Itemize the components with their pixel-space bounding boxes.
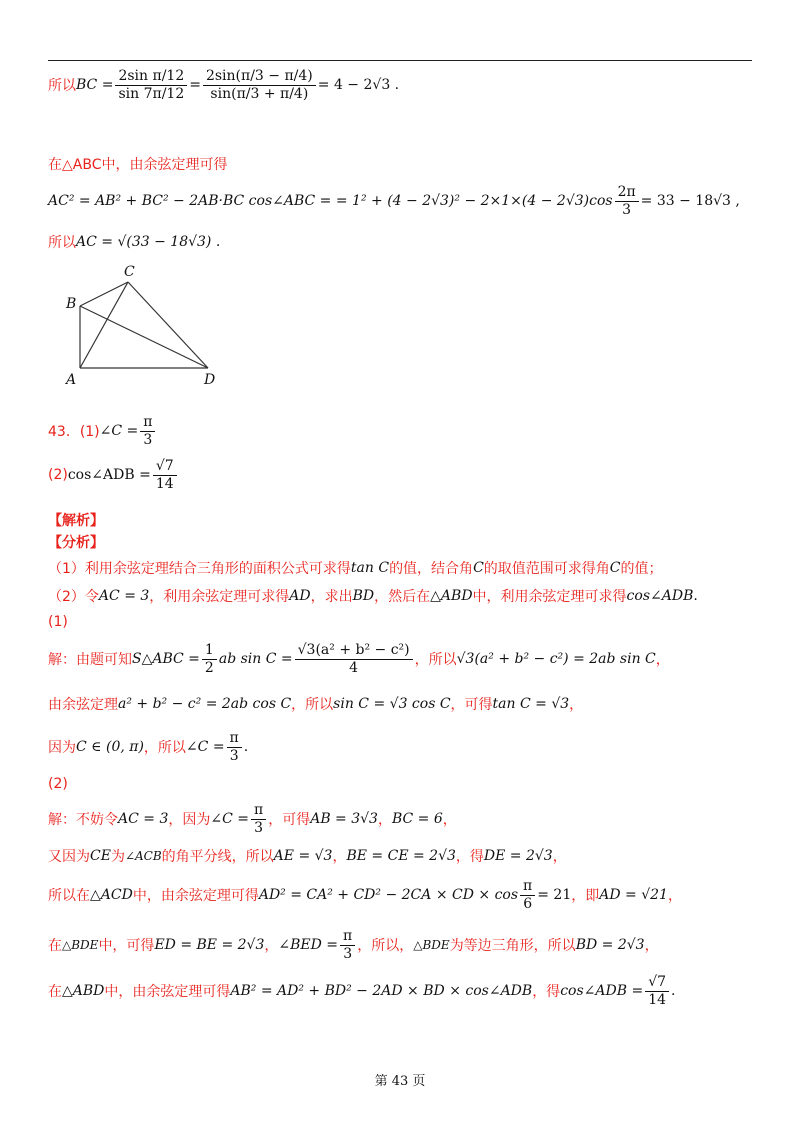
solution-line6: 所以在 △ACD 中，由余弦定理可得 AD² = CA² + CD² − 2CA × CD × cos $\frac{\pi}{6}$ = 21 ，即 AD = √21 ，: [48, 878, 682, 912]
solution-line1: 解：由题可知 S△ABC = $\frac{1}{2}$ ab sin C = $\frac{\text{√3(a² + b² − c²)}}{4}$ ，所以 √3(a² + b² − c²) = 2ab sin C ，: [48, 642, 670, 676]
bc-result: = 4 − 2√3 .: [317, 77, 400, 94]
heading-jiexi: 【解析】: [48, 513, 104, 529]
solution-line2: 由余弦定理 a² + b² − c² = 2ab cos C ，所以 sin C = √3 cos C ，可得 tan C = √3 ，: [48, 696, 584, 713]
cosine-law-intro: 在△ABC中，由余弦定理可得: [48, 157, 228, 173]
solution-line8: 在 △ABD 中，由余弦定理可得 AB² = AD² + BD² − 2AD × BD × cos∠ADB ，得 cos∠ADB = $\frac{√7}{14}$ .: [48, 974, 676, 1008]
text-prefix: 所以: [48, 78, 76, 95]
analysis-line1: （1）利用余弦定理结合三角形的面积公式可求得 tan C 的值，结合角 C 的取值范围可求得角 C 的值；: [48, 560, 663, 577]
page-number: 第 43 页: [374, 1074, 426, 1089]
fraction-2: $\frac{2\sin(\pi/3 - \pi/4)}{\sin(\pi/3 + \pi/4)}$: [203, 68, 316, 103]
solution-line5: 又因为 CE 为 ∠ACB 的角平分线，所以 AE = √3 ， BE = CE = 2√3 ，得 DE = 2√3 ，: [48, 848, 567, 865]
solution-line4: 解：不妨令 AC = 3 ，因为 ∠C = $\frac{\pi}{3}$ ，可得 AB = 3√3 ， BC = 6 ，: [48, 802, 457, 836]
ac-result: 所以 AC = √(33 − 18√3) .: [48, 234, 221, 251]
bc-derivation: 所以 BC = $\frac{\text{2sin π/12}}{\sin 7\pi/12}$ = $\frac{2\sin(\pi/3 - \pi/4)}{\sin(\pi/3 + \pi/4)}$ = 4 − 2√3 .: [48, 68, 400, 102]
answer-part2: (2) cos∠ADB = $\frac{√7}{14}$: [48, 458, 179, 493]
answer-part1: 43．(1) ∠C = $\frac{\pi}{3}$: [48, 414, 157, 449]
heading-fenxi: 【分析】: [48, 535, 104, 551]
fraction-1: $\frac{\text{2sin π/12}}{\sin 7\pi/12}$: [115, 68, 187, 103]
label-d: D: [204, 372, 216, 388]
top-rule: [48, 60, 752, 61]
ac-squared-formula: AC² = AB² + BC² − 2AB·BC cos∠ABC = = 1² + (4 − 2√3)² − 2×1×(4 − 2√3)cos $\frac{2\pi}{3}$ = 33 − 18√3 ,: [48, 184, 740, 218]
quadrilateral-figure: [60, 262, 230, 390]
bc-lhs: BC =: [76, 77, 114, 94]
segment-ac: [80, 282, 128, 368]
solution-line7: 在 △BDE 中，可得 ED = BE = 2√3 ， ∠BED = $\frac{\pi}{3}$ ，所以， △BDE 为等边三角形，所以 BD = 2√3 ，: [48, 928, 659, 962]
part1-label: (1): [48, 614, 68, 630]
solution-line3: 因为 C ∈ (0, π) ，所以 ∠C = $\frac{\pi}{3}$ .: [48, 730, 249, 764]
label-c: C: [124, 264, 135, 280]
segment-bd: [80, 306, 208, 368]
analysis-line2: （2）令 AC = 3 ，利用余弦定理可求得 AD ，求出 BD ，然后在 △ABD 中，利用余弦定理可求得 cos∠ADB .: [48, 588, 698, 605]
segment-cd: [128, 282, 208, 368]
label-b: B: [66, 296, 77, 312]
part2-label: (2): [48, 776, 68, 792]
label-a: A: [66, 372, 77, 388]
